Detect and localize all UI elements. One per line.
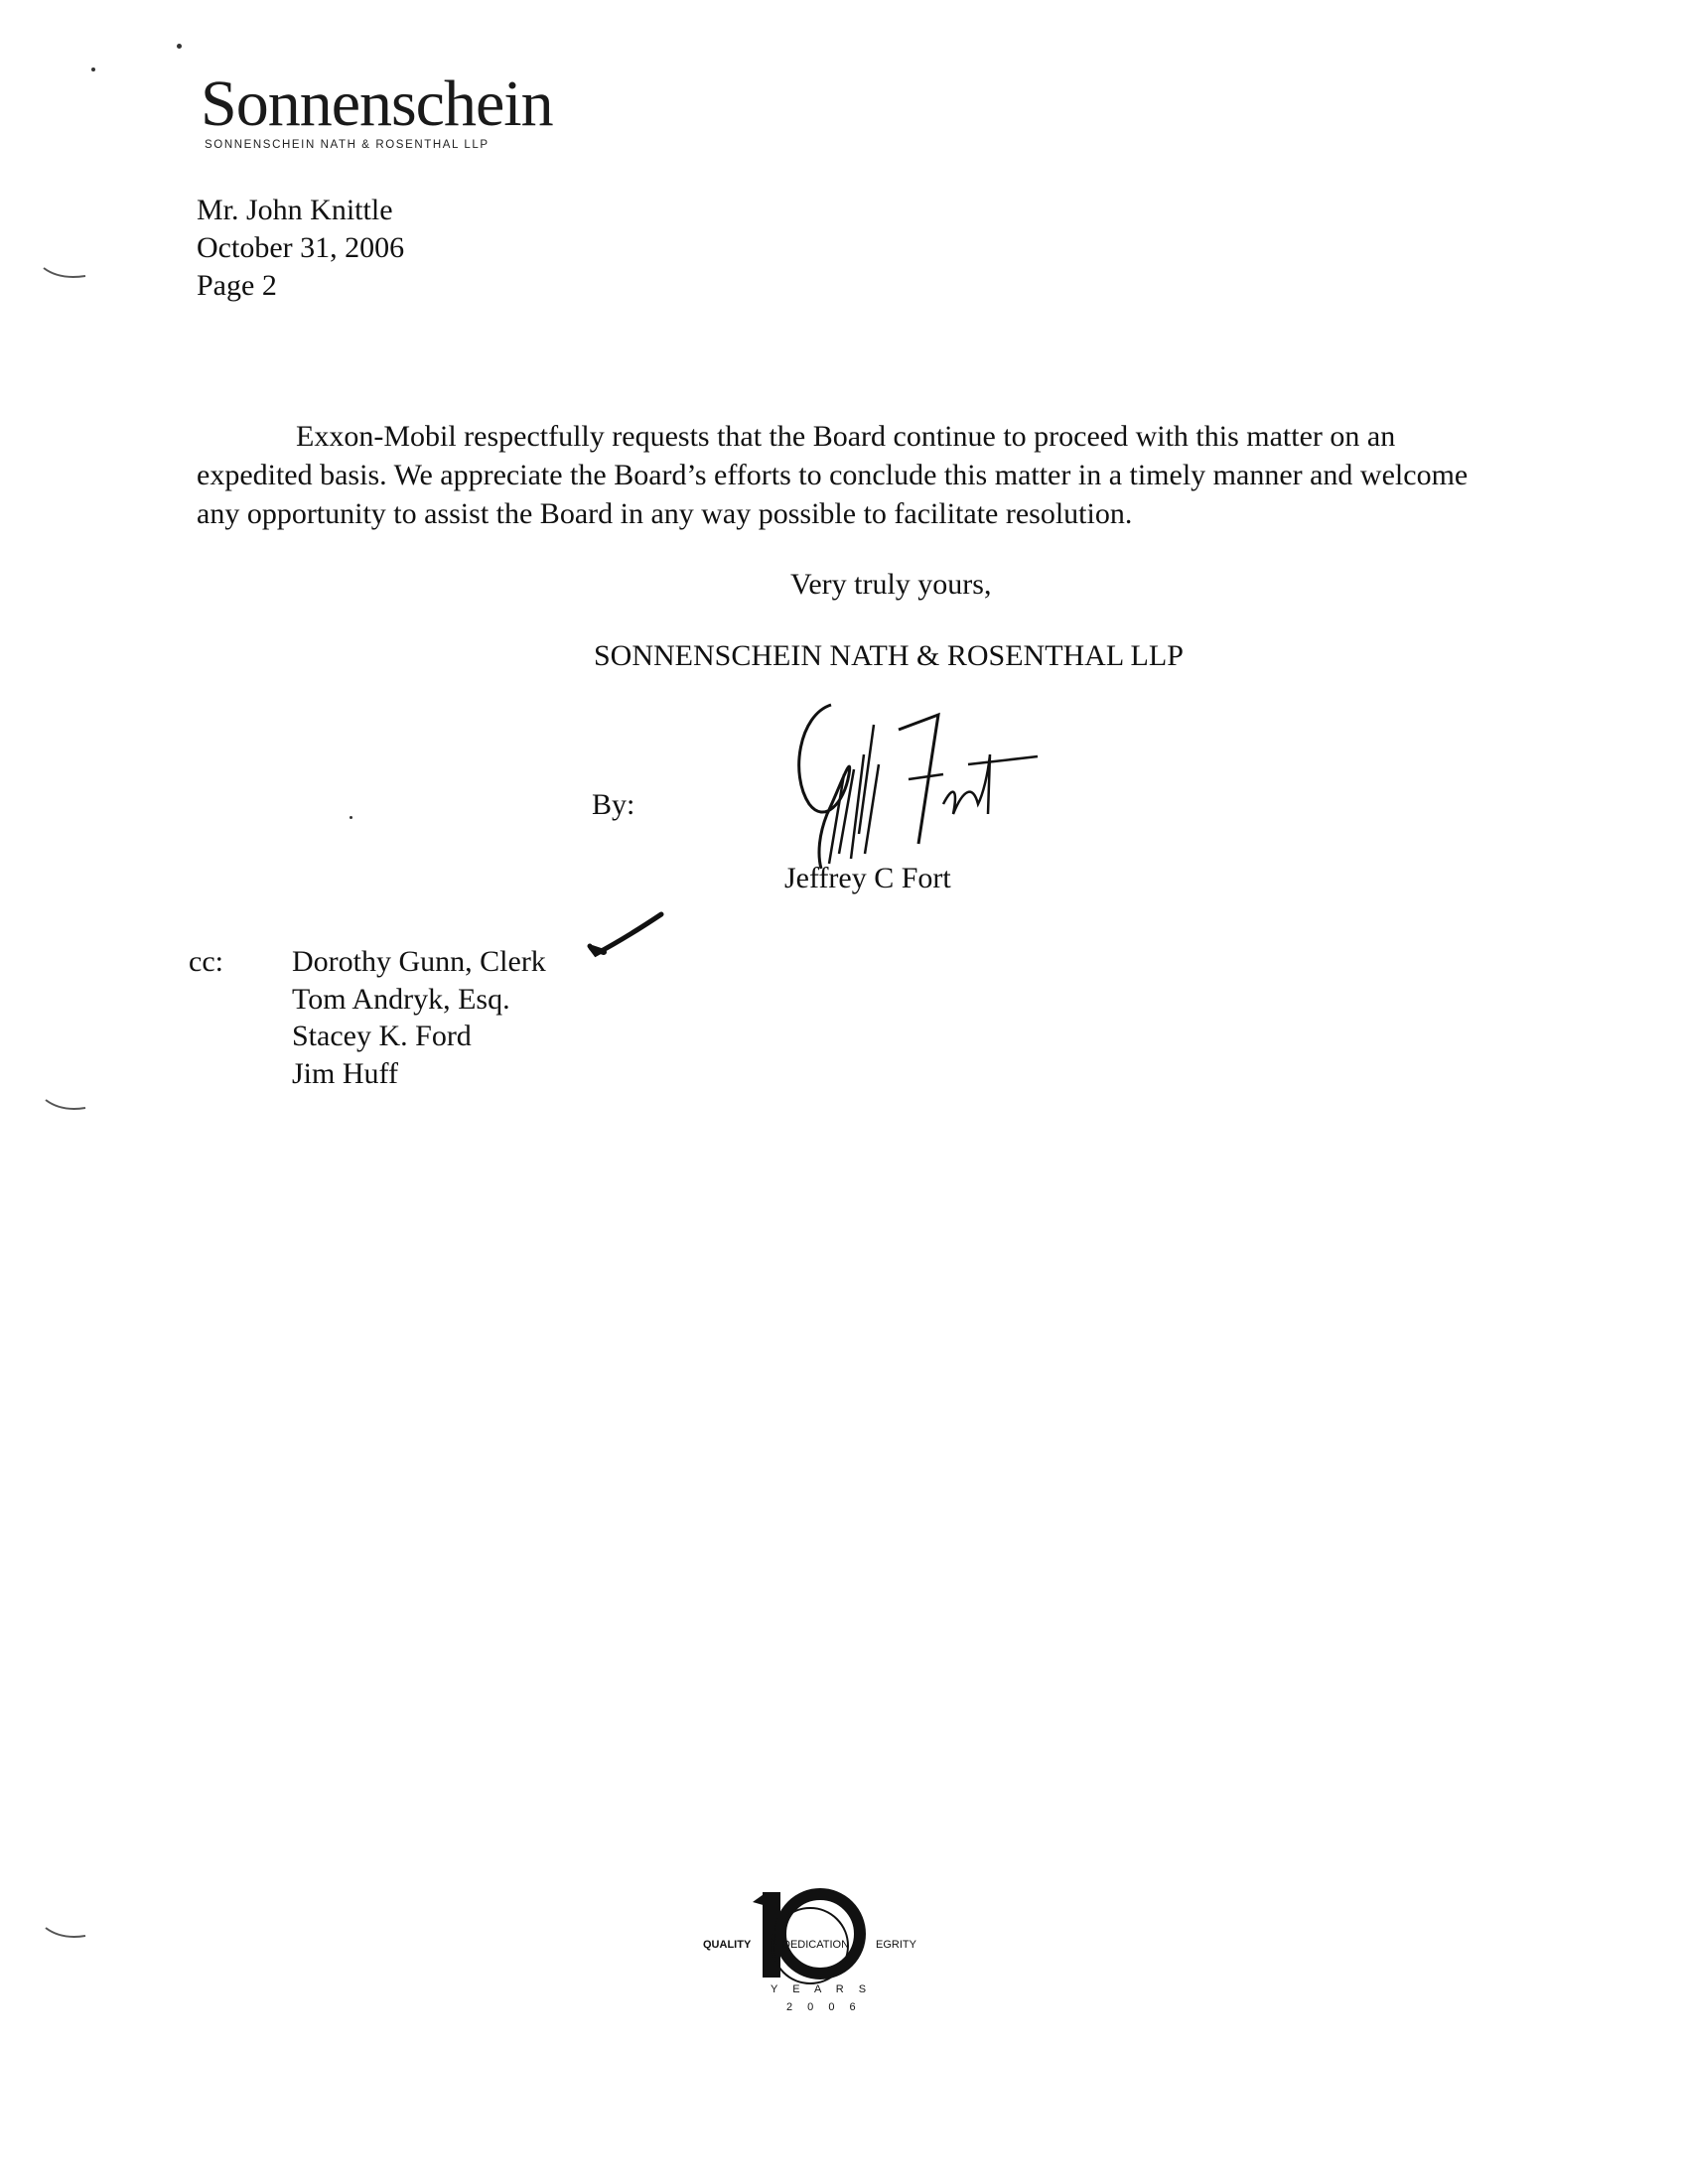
signer-name: Jeffrey C Fort (784, 862, 951, 894)
cc-recipient: Dorothy Gunn, Clerk (292, 945, 546, 978)
seal-middle-text: DEDICATION (782, 1939, 850, 1951)
seal-years-label: Y E A R S (771, 1983, 873, 1995)
seal-right-text: EGRITY (876, 1939, 916, 1951)
handwritten-check-mark (586, 908, 665, 968)
by-label: By: (592, 788, 635, 821)
body-paragraph-text: Exxon-Mobil respectfully requests that the Board continue to proceed with this matter on an expedited basis. We appreciate the Board’s efforts to conclude this matter in a timely manner and welcome any opportunity to assist the Board in any way possible to facilitate resolution. (197, 420, 1469, 530)
page-number: Page 2 (197, 269, 277, 302)
firm-name: SONNENSCHEIN NATH & ROSENTHAL LLP (594, 639, 1184, 672)
cc-recipient: Stacey K. Ford (292, 1020, 472, 1052)
cc-label: cc: (189, 945, 223, 978)
handwritten-signature (770, 695, 1048, 874)
closing-salutation: Very truly yours, (790, 568, 992, 601)
seal-left-text: QUALITY (703, 1939, 752, 1951)
cc-recipient-list (292, 943, 546, 1092)
scan-speck (350, 816, 352, 819)
margin-marks (40, 248, 99, 1956)
letter-date: October 31, 2006 (197, 231, 405, 264)
cc-recipient: Tom Andryk, Esq. (292, 982, 510, 1016)
firm-logo-wordmark: Sonnenschein (201, 68, 553, 140)
recipient-name: Mr. John Knittle (197, 194, 393, 226)
scan-speck (177, 44, 182, 49)
firm-logo-subtitle: SONNENSCHEIN NATH & ROSENTHAL LLP (205, 139, 490, 151)
anniversary-seal (695, 1886, 973, 2025)
scan-speck (91, 68, 95, 71)
cc-recipient: Jim Huff (292, 1056, 398, 1090)
seal-year: 2 0 0 6 (786, 2001, 862, 2013)
body-paragraph (197, 417, 1487, 533)
